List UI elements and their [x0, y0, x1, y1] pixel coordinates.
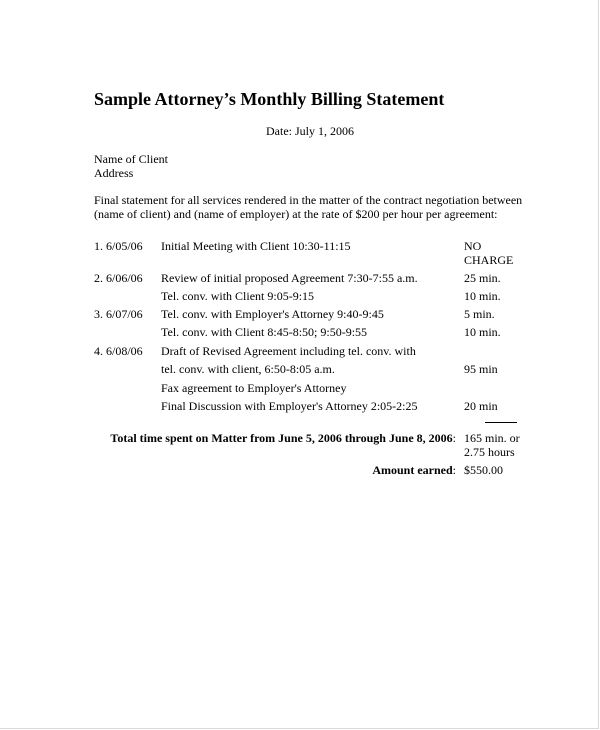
- amount-earned-value: $550.00: [464, 463, 503, 477]
- entry-time: 95 min: [464, 362, 498, 376]
- total-time-label: [110, 431, 456, 445]
- client-block: [94, 152, 168, 180]
- intro-line: (name of client) and (name of employer) at the rate of $200 per hour per agreement:: [94, 207, 498, 221]
- entry-description: Initial Meeting with Client 10:30-11:15: [161, 239, 351, 253]
- entry-description: Tel. conv. with Client 9:05-9:15: [161, 289, 315, 303]
- entry-time: 10 min.: [464, 289, 501, 303]
- entry-description: Review of initial proposed Agreement 7:30-7:55 a.m.: [161, 271, 418, 285]
- entry-time: CHARGE: [464, 253, 514, 267]
- entry-description: Tel. conv. with Employer's Attorney 9:40-9:45: [161, 307, 384, 321]
- entry-description: tel. conv. with client, 6:50-8:05 a.m.: [161, 362, 335, 376]
- entry-time: 20 min: [464, 399, 498, 413]
- statement-title: Sample Attorney’s Monthly Billing Statement: [94, 89, 445, 109]
- colon: :: [452, 431, 456, 445]
- entry-date: 4. 6/08/06: [94, 344, 143, 358]
- entry-time: 25 min.: [464, 271, 501, 285]
- entry-description: Fax agreement to Employer's Attorney: [161, 381, 347, 395]
- amount-earned-label: [372, 463, 456, 477]
- colon: :: [452, 463, 456, 477]
- entry-description: Final Discussion with Employer's Attorney 2:05-2:25: [161, 399, 418, 413]
- entry-date: 2. 6/06/06: [94, 271, 143, 285]
- entry-time: 10 min.: [464, 325, 501, 339]
- sum-rule: [485, 422, 517, 423]
- client-name: Name of Client: [94, 152, 168, 166]
- total-hours-value: 2.75 hours: [464, 445, 515, 459]
- entry-description: Tel. conv. with Client 8:45-8:50; 9:50-9:55: [161, 325, 368, 339]
- entry-time: 5 min.: [464, 307, 495, 321]
- entry-description: Draft of Revised Agreement including tel. conv. with: [161, 344, 416, 358]
- entry-date: 1. 6/05/06: [94, 239, 143, 253]
- entry-time: NO: [464, 239, 482, 253]
- intro-paragraph: [94, 193, 544, 221]
- total-time-value: 165 min. or: [464, 431, 520, 445]
- intro-line: Final statement for all services rendered in the matter of the contract negotiation between: [94, 193, 523, 207]
- entry-date: 3. 6/07/06: [94, 307, 143, 321]
- total-time-label-text: Total time spent on Matter from June 5, 2006 through June 8, 2006: [110, 431, 453, 445]
- client-address: Address: [94, 166, 134, 180]
- amount-earned-label-text: Amount earned: [372, 463, 453, 477]
- statement-date: Date: July 1, 2006: [266, 124, 354, 138]
